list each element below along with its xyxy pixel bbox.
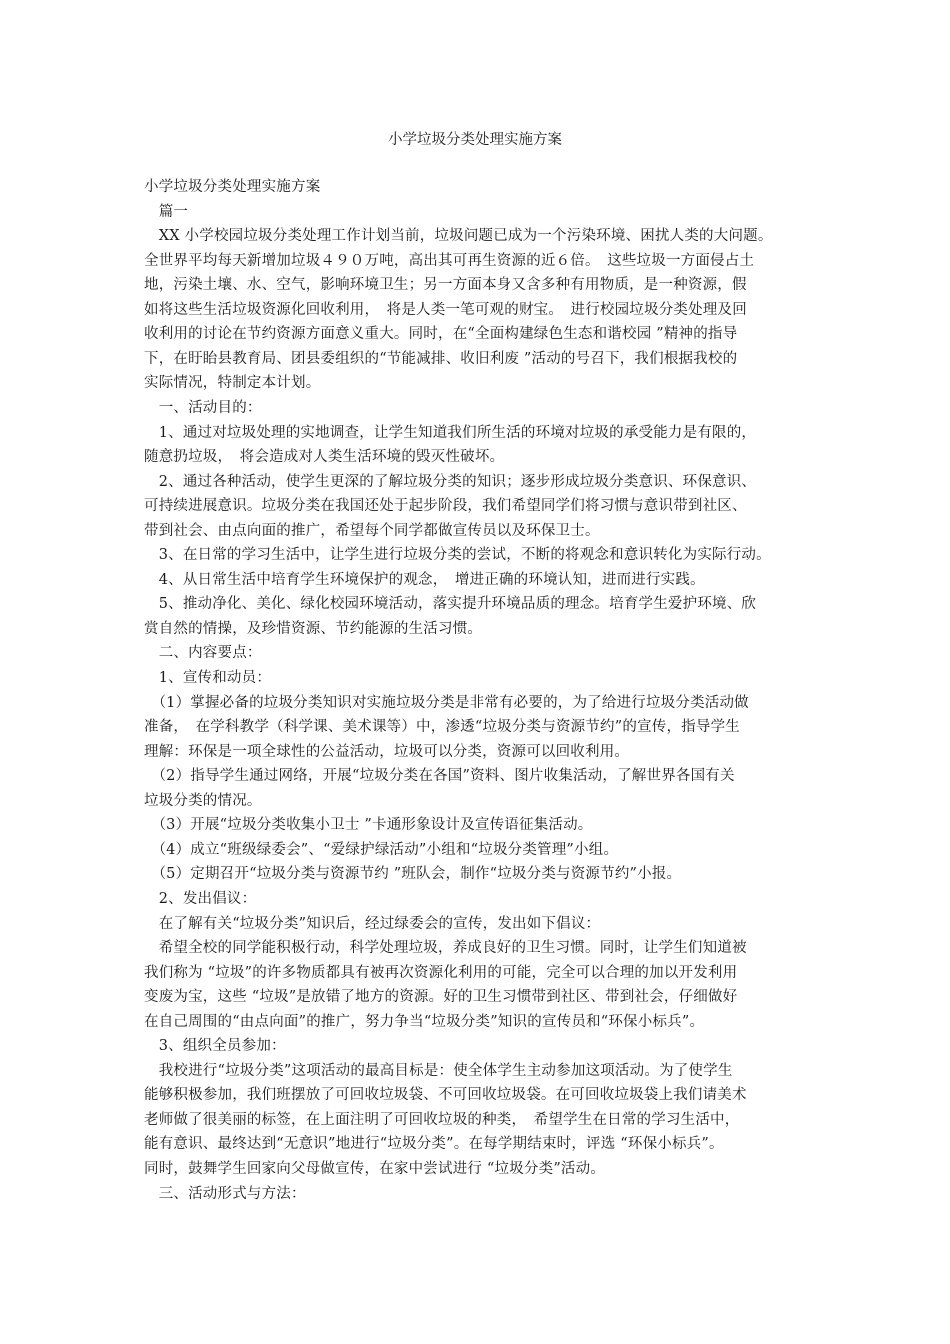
- text-line: 4、从日常生活中培育学生环境保护的观念， 增进正确的环境认知，进而进行实践。: [144, 571, 705, 588]
- text-line: 可持续进展意识。垃圾分类在我国还处于起步阶段，我们希望同学们将习惯与意识带到社区、: [144, 498, 747, 515]
- text-line: 收利用的讨论在节约资源方面意义重大。同时，在“全面构建绿色生态和谐校园 ”精神的指导: [144, 326, 738, 343]
- text-line: 小学垃圾分类处理实施方案: [144, 179, 321, 195]
- text-line: 3、组织全员参加：: [144, 1038, 286, 1055]
- text-line: 二、内容要点：: [144, 645, 262, 662]
- text-line: 一、活动目的：: [144, 399, 262, 416]
- text-line: 下，在盱眙县教育局、团县委组织的“节能减排、收旧利废 ”活动的号召下，我们根据我校的: [144, 350, 738, 367]
- text-line: 赏自然的情操，及珍惜资源、节约能源的生活习惯。: [144, 620, 483, 637]
- text-line: 5、推动净化、美化、绿化校园环境活动，落实提升环境品质的理念。培育学生爱护环境、欣: [144, 596, 757, 613]
- text-line: 希望全校的同学能积极行动，科学处理垃圾，养成良好的卫生习惯。同时，让学生们知道被: [144, 940, 747, 957]
- text-line: 垃圾分类的情况。: [144, 792, 262, 809]
- text-line: 在了解有关“垃圾分类”知识后，经过绿委会的宣传，发出如下倡议：: [144, 915, 601, 932]
- text-line: 2、通过各种活动，使学生更深的了解垃圾分类的知识；逐步形成垃圾分类意识、环保意识、: [144, 473, 757, 490]
- text-line: 3、在日常的学习生活中，让学生进行垃圾分类的尝试，不断的将观念和意识转化为实际行动。: [144, 547, 771, 564]
- text-line: 同时，鼓舞学生回家向父母做宣传，在家中尝试进行 “垃圾分类”活动。: [144, 1161, 606, 1177]
- text-line: 三、活动形式与方法：: [144, 1185, 306, 1202]
- text-line: 1、宣传和动员：: [144, 670, 272, 686]
- text-line: 老师做了很美丽的标签，在上面注明了可回收垃圾的种类， 希望学生在日常的学习生活中，: [144, 1111, 740, 1128]
- text-line: 能有意识、最终达到“无意识”地进行“垃圾分类”。在每学期结束时，评选 “环保小标兵”。: [144, 1136, 724, 1153]
- text-line: 地，污染土壤、水、空气，影响环境卫生；另一方面本身又含多种有用物质，是一种资源，假: [144, 277, 747, 294]
- text-line: 变废为宝，这些 “垃圾”是放错了地方的资源。好的卫生习惯带到社区、带到社会，仔细做好: [144, 989, 738, 1006]
- text-line: 带到社会、由点向面的推广，希望每个同学都做宣传员以及环保卫士。: [144, 522, 600, 539]
- text-line: 2、发出倡议：: [144, 890, 257, 907]
- text-line: 如将这些生活垃圾资源化回收利用， 将是人类一笔可观的财宝。 进行校园垃圾分类处理及回: [144, 301, 747, 318]
- text-line: 实际情况，特制定本计划。: [144, 375, 321, 392]
- text-line: （2）指导学生通过网络，开展“垃圾分类在各国”资料、图片收集活动，了解世界各国有关: [144, 768, 735, 785]
- text-line: （1）掌握必备的垃圾分类知识对实施垃圾分类是非常有必要的，为了给进行垃圾分类活动做: [144, 694, 749, 711]
- text-line: 在自己周围的“由点向面”的推广，努力争当“垃圾分类”知识的宣传员和“环保小标兵”。: [144, 1013, 705, 1030]
- text-line: 1、通过对垃圾处理的实地调查，让学生知道我们所生活的环境对垃圾的承受能力是有限的，: [144, 424, 757, 441]
- text-line: 能够积极参加，我们班摆放了可回收垃圾袋、不可回收垃圾袋。在可回收垃圾袋上我们请美术: [144, 1087, 747, 1104]
- text-line: 我们称为 “垃圾”的许多物质都具有被再次资源化利用的可能，完全可以合理的加以开发利用: [144, 964, 738, 981]
- text-line: （3）开展“垃圾分类收集小卫士 ”卡通形象设计及宣传语征集活动。: [144, 817, 593, 834]
- text-line: XX 小学校园垃圾分类处理工作计划当前，垃圾问题已成为一个污染环境、困扰人类的大问题。: [144, 228, 773, 245]
- text-line: 全世界平均每天新增加垃圾４９０万吨，高出其可再生资源的近６倍。 这些垃圾一方面侵占土: [144, 252, 755, 269]
- text-line: 随意扔垃圾， 将会造成对人类生活环境的毁灭性破坏。: [144, 449, 505, 466]
- text-line: （5）定期召开“垃圾分类与资源节约 ”班队会，制作“垃圾分类与资源节约”小报。: [144, 866, 682, 883]
- text-line: 篇一: [144, 203, 189, 220]
- document-title: 小学垃圾分类处理实施方案: [388, 132, 562, 148]
- text-line: 理解：环保是一项全球性的公益活动，垃圾可以分类，资源可以回收利用。: [144, 743, 630, 760]
- text-line: 准备， 在学科教学（科学课、美术课等）中，渗透“垃圾分类与资源节约”的宣传，指导学生: [144, 719, 740, 736]
- text-line: 我校进行“垃圾分类”这项活动的最高目标是：使全体学生主动参加这项活动。为了使学生: [144, 1062, 733, 1079]
- text-line: （4）成立“班级绿委会”、“爱绿护绿活动”小组和“垃圾分类管理”小组。: [144, 841, 619, 858]
